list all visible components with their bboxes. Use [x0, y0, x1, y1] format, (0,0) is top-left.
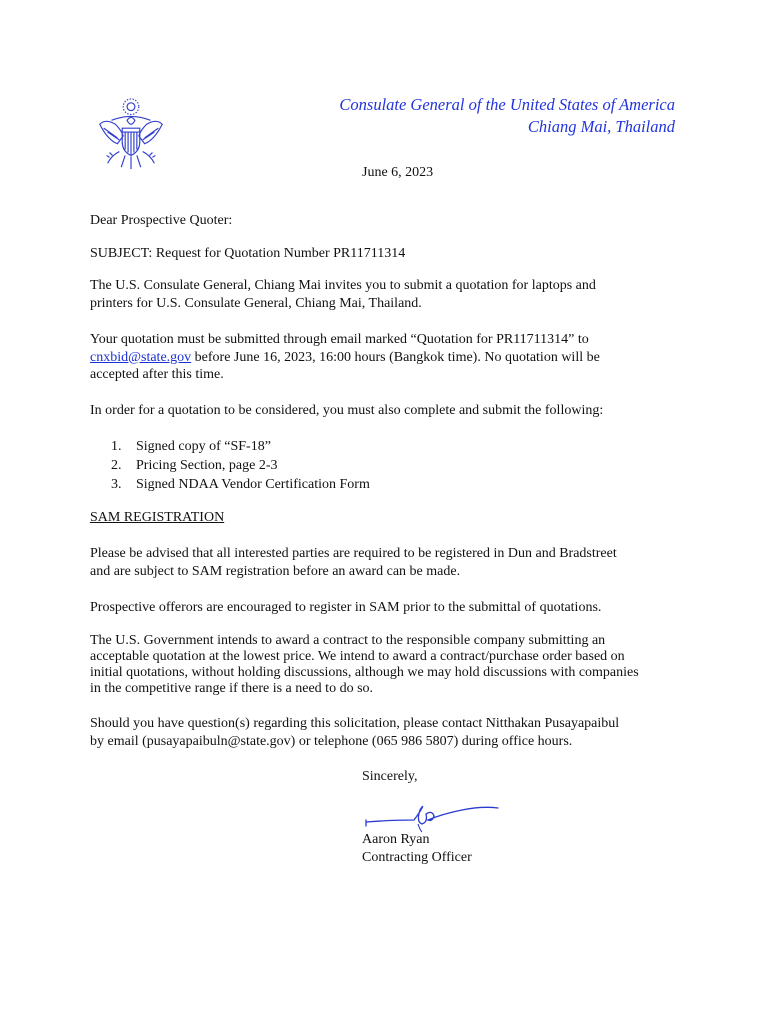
subject-line: SUBJECT: Request for Quotation Number PR11711314	[90, 246, 406, 261]
intro-paragraph	[90, 277, 680, 312]
questions-line-1: Should you have question(s) regarding this solicitation, please contact Nitthakan Pusayapaibul	[90, 716, 620, 731]
award-line-4: in the competitive range if there is a need to do so.	[90, 681, 374, 696]
award-line-3: initial quotations, without holding discussions, although we may hold discussions with companies	[90, 665, 639, 680]
salutation: Dear Prospective Quoter:	[90, 213, 233, 228]
us-great-seal-icon	[92, 95, 170, 173]
award-paragraph	[90, 633, 680, 697]
letterhead-line-1: Consulate General of the United States of America	[339, 95, 675, 114]
intro-line-1: The U.S. Consulate General, Chiang Mai invites you to submit a quotation for laptops and	[90, 278, 596, 293]
questions-paragraph	[90, 715, 680, 750]
sam-heading: SAM REGISTRATION	[90, 510, 225, 525]
letter-date: June 6, 2023	[362, 165, 434, 180]
sam-line-1: Please be advised that all interested parties are required to be registered in Dun and Bradstreet	[90, 546, 617, 561]
requirements-intro: In order for a quotation to be considered, you must also complete and submit the following:	[90, 403, 604, 418]
sam-line-2: and are subject to SAM registration before an award can be made.	[90, 563, 461, 579]
letterhead	[250, 94, 675, 138]
submission-line-3: accepted after this time.	[90, 367, 224, 382]
intro-line-2: printers for U.S. Consulate General, Chiang Mai, Thailand.	[90, 295, 422, 311]
letterhead-line-2: Chiang Mai, Thailand	[527, 117, 675, 136]
submission-line-1: Your quotation must be submitted through email marked “Quotation for PR11711314” to	[90, 332, 589, 347]
requirements-list	[111, 437, 370, 494]
encourage-paragraph: Prospective offerors are encouraged to register in SAM prior to the submittal of quotations.	[90, 600, 602, 615]
signer-title: Contracting Officer	[362, 849, 472, 865]
submission-email-link[interactable]: cnxbid@state.gov	[90, 349, 192, 365]
signer-name: Aaron Ryan	[362, 832, 430, 847]
closing: Sincerely,	[362, 769, 418, 784]
questions-line-2: by email (pusayapaibuln@state.gov) or telephone (065 986 5807) during office hours.	[90, 733, 573, 749]
submission-paragraph	[90, 331, 680, 384]
list-item: 3. Signed NDAA Vendor Certification Form	[111, 477, 370, 492]
list-item: 1. Signed copy of “SF-18”	[111, 439, 271, 454]
signature-image	[362, 800, 502, 834]
signature-block	[362, 831, 472, 866]
list-item: 2. Pricing Section, page 2-3	[111, 458, 278, 473]
award-line-1: The U.S. Government intends to award a contract to the responsible company submitting an	[90, 633, 606, 648]
award-line-2: acceptable quotation at the lowest price. We intend to award a contract/purchase order based on	[90, 649, 625, 664]
sam-paragraph	[90, 545, 680, 580]
submission-line-2: before June 16, 2023, 16:00 hours (Bangkok time). No quotation will be	[191, 349, 600, 365]
